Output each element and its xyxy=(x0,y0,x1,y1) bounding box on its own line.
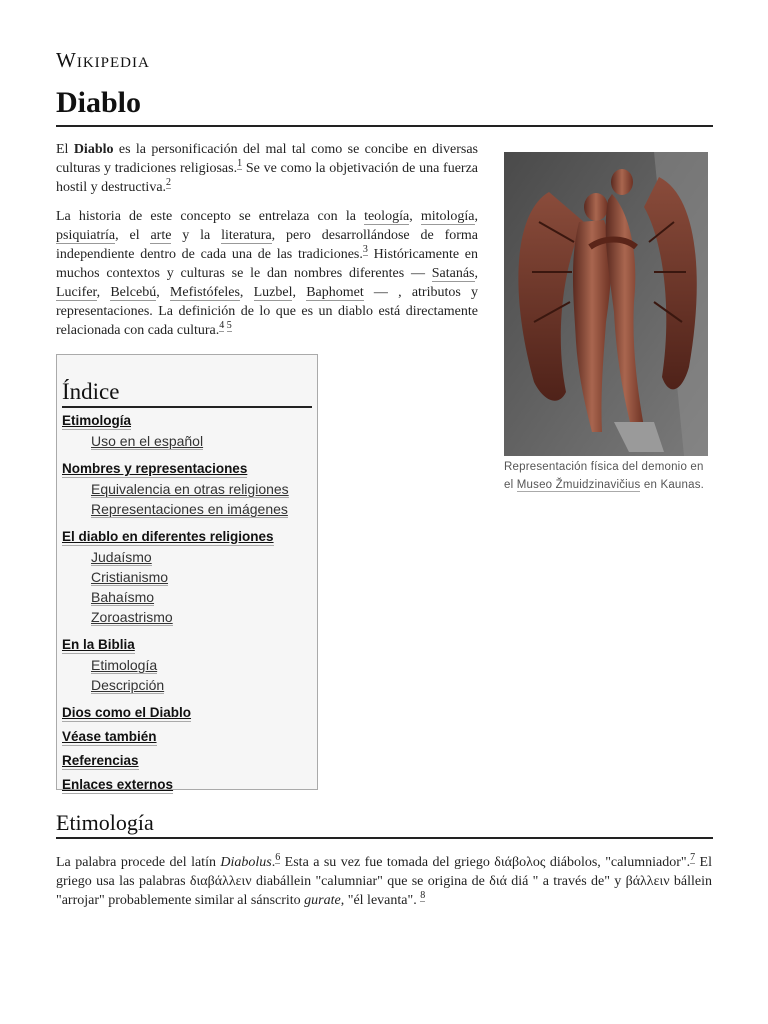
toc-list xyxy=(62,413,312,797)
toc-subsection-link[interactable]: Judaísmo xyxy=(91,549,152,565)
caption-text: en Kaunas. xyxy=(640,478,705,491)
link-belcebu[interactable]: Belcebú xyxy=(110,285,157,300)
toc-subsection-link[interactable]: Equivalencia en otras religiones xyxy=(91,481,289,497)
text: , "él levanta". xyxy=(340,893,417,908)
text: La historia de este concepto se entrelaza con la xyxy=(56,209,365,224)
reference-link-4[interactable]: 4 xyxy=(219,320,225,332)
toc-section xyxy=(62,777,312,797)
reference-link-7[interactable]: 7 xyxy=(690,852,696,864)
text: , xyxy=(474,209,479,224)
link-arte[interactable]: arte xyxy=(150,228,172,243)
text: Esta a su vez fue tomada del griego διάβολος diábolos, "calumniador". xyxy=(280,855,691,870)
text: es la personificación del mal tal como se concibe en diversas culturas y tradiciones religiosas. xyxy=(56,142,478,176)
toc-section xyxy=(62,705,312,725)
reference-link-6[interactable]: 6 xyxy=(275,852,281,864)
link-mitologia[interactable]: mitología xyxy=(420,209,475,224)
section-heading-etimologia: Etimología xyxy=(56,810,154,835)
statue-photo[interactable] xyxy=(504,152,708,456)
toc-section-link[interactable]: En la Biblia xyxy=(62,637,135,652)
comma: , xyxy=(474,266,478,281)
link-baphomet[interactable]: Baphomet xyxy=(306,285,364,300)
devil-statue-image xyxy=(504,152,708,456)
intro-section xyxy=(56,140,478,350)
comma: , xyxy=(96,285,111,300)
text: — , atributos y representaciones. La definición de lo que es un diablo está directamente relacionada con cada cultura. xyxy=(56,285,479,338)
toc-subsection-link[interactable]: Descripción xyxy=(91,677,165,693)
reference-link-8[interactable]: 8 xyxy=(420,890,426,902)
comma: , xyxy=(156,285,170,300)
toc-section xyxy=(62,413,312,453)
toc-subsection-link[interactable]: Etimología xyxy=(91,657,158,673)
toc-section-link[interactable]: Véase también xyxy=(62,729,157,744)
comma: , xyxy=(239,285,254,300)
wikipedia-wordmark[interactable]: Wikipedia xyxy=(56,48,150,72)
infobox-figure xyxy=(504,152,709,494)
text: El xyxy=(56,142,74,157)
text: , pero desarrollándose de forma independiente dentro de cada una de las tradiciones. xyxy=(56,228,479,262)
bold-term: Diablo xyxy=(73,142,114,157)
toc-section xyxy=(62,753,312,773)
toc-section xyxy=(62,529,312,629)
toc-section-link[interactable]: Enlaces externos xyxy=(62,777,174,792)
toc-section-link[interactable]: Nombres y representaciones xyxy=(62,461,248,476)
link-luzbel[interactable]: Luzbel xyxy=(253,285,293,300)
link-museo[interactable]: Museo Žmuidzinavičius xyxy=(516,478,641,491)
page-title: Diablo xyxy=(56,86,142,119)
link-mefistofeles[interactable]: Mefistófeles xyxy=(169,285,240,300)
title-divider xyxy=(56,125,713,127)
toc-title: Índice xyxy=(62,379,312,408)
section-divider xyxy=(56,837,713,839)
link-psiquiatria[interactable]: psiquiatría xyxy=(56,228,116,243)
toc-subsection-link[interactable]: Zoroastrismo xyxy=(91,609,173,625)
reference-link-1[interactable]: 1 xyxy=(237,158,243,170)
toc-subsection-link[interactable]: Uso en el español xyxy=(91,433,204,449)
toc-subsection-link[interactable]: Bahaísmo xyxy=(91,589,155,605)
link-satanas[interactable]: Satanás xyxy=(431,266,475,281)
link-lucifer[interactable]: Lucifer xyxy=(56,285,97,300)
toc-section xyxy=(62,461,312,521)
figure-caption xyxy=(504,459,709,494)
toc-section xyxy=(62,729,312,749)
italic-term: gurate xyxy=(304,893,341,908)
intro-paragraph-1 xyxy=(56,140,478,197)
toc-section-link[interactable]: Dios como el Diablo xyxy=(62,705,192,720)
toc-section-link[interactable]: El diablo en diferentes religiones xyxy=(62,529,274,544)
link-literatura[interactable]: literatura xyxy=(221,228,272,243)
text: Se ve como la objetivación de una fuerza hostil y destructiva. xyxy=(56,161,478,195)
text: . xyxy=(271,855,276,870)
toc-section-link[interactable]: Referencias xyxy=(62,753,139,768)
text: , xyxy=(409,209,421,224)
caption-text: Representación física del demonio en el xyxy=(504,461,704,491)
etimologia-paragraph xyxy=(56,853,712,910)
link-teologia[interactable]: teología xyxy=(364,209,410,224)
toc-section xyxy=(62,637,312,697)
toc-subsection-link[interactable]: Representaciones en imágenes xyxy=(91,501,288,517)
text: El griego usa las palabras διαβάλλειν diabállein "calumniar" que se origina de διά diá " a través de" y βάλλειν bállein "arrojar" probablemente similar al sánscrito xyxy=(56,855,712,908)
text: , el xyxy=(115,228,151,243)
text: La palabra procede del latín xyxy=(56,855,221,870)
toc-subsection-link[interactable]: Cristianismo xyxy=(91,569,169,585)
toc-section-link[interactable]: Etimología xyxy=(62,413,132,428)
reference-link-3[interactable]: 3 xyxy=(362,244,368,256)
italic-term: Diabolus xyxy=(220,855,272,870)
comma: , xyxy=(292,285,307,300)
text: y la xyxy=(171,228,222,243)
reference-link-2[interactable]: 2 xyxy=(166,177,172,189)
intro-paragraph-2 xyxy=(56,207,478,340)
text: Históricamente en muchos contextos y culturas se le dan nombres diferentes — xyxy=(56,247,478,281)
reference-link-5[interactable]: 5 xyxy=(226,320,232,332)
table-of-contents xyxy=(56,354,318,790)
